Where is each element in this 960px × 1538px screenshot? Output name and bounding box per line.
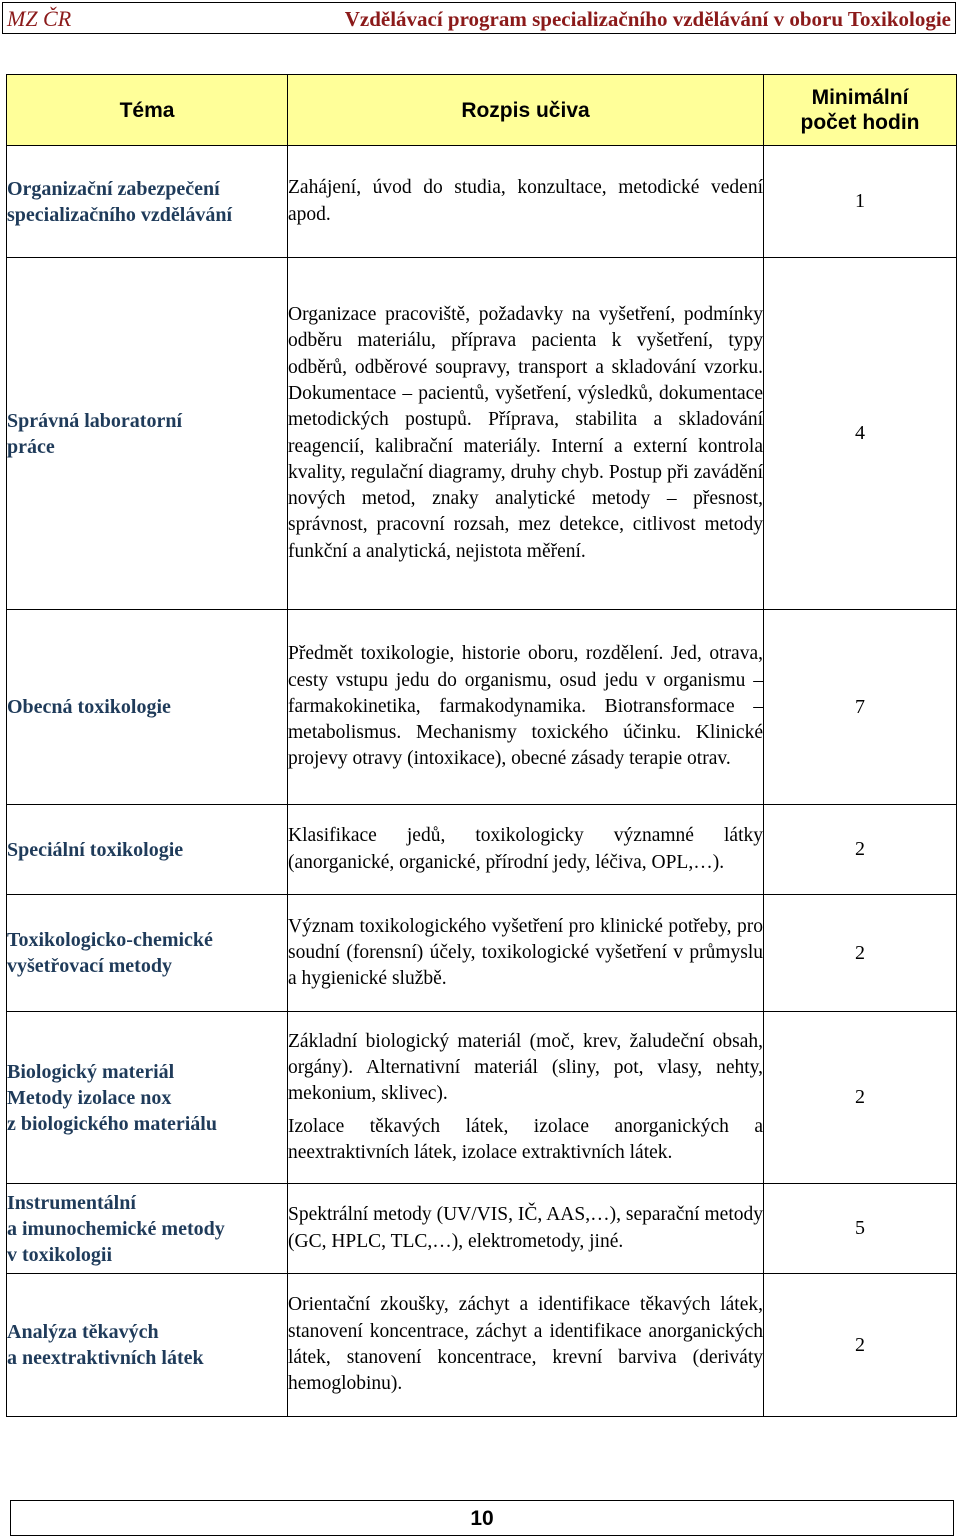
table-header-row — [7, 75, 957, 146]
table-row — [7, 1184, 957, 1274]
table-row — [7, 258, 957, 610]
topic-cell — [7, 1274, 288, 1417]
hours-cell: 7 — [764, 610, 957, 805]
topic-line: Správná laboratorní — [7, 409, 183, 432]
content-cell — [288, 146, 764, 258]
content-cell — [288, 1012, 764, 1184]
hours-cell: 2 — [764, 895, 957, 1012]
table-row — [7, 805, 957, 895]
topic-cell — [7, 895, 288, 1012]
content-cell — [288, 1274, 764, 1417]
topic-line: z biologického materiálu — [7, 1112, 217, 1135]
content-cell — [288, 258, 764, 610]
topic-line: a neextraktivních látek — [7, 1347, 204, 1369]
topic-cell — [7, 1012, 288, 1184]
content-cell — [288, 805, 764, 895]
document-header — [2, 2, 956, 34]
hours-cell: 2 — [764, 1012, 957, 1184]
content-paragraph: Základní biologický materiál (moč, krev, žaludeční obsah, orgány). Alternativní materiál (sliny, pot, vlasy, nehty, mekonium, sklivec). — [288, 1030, 763, 1105]
column-header-content: Rozpis učiva — [288, 75, 764, 146]
content-paragraph: Význam toxikologického vyšetření pro klinické potřeby, pro soudní (forensní) účely, toxikologické vyšetření v průmyslu a hygienické službě. — [288, 915, 763, 990]
column-header-hours-line2: počet hodin — [800, 111, 920, 134]
hours-cell: 5 — [764, 1184, 957, 1274]
content-paragraph: Izolace těkavých látek, izolace anorganických a neextraktivních látek, izolace extraktivních látek. — [288, 1115, 763, 1163]
organization-label: MZ ČR — [7, 6, 72, 31]
table-row — [7, 895, 957, 1012]
table-row — [7, 610, 957, 805]
topic-cell — [7, 146, 288, 258]
topic-line: vyšetřovací metody — [7, 955, 172, 977]
topic-line: Toxikologicko-chemické — [7, 929, 213, 951]
content-paragraph: Předmět toxikologie, historie oboru, rozdělení. Jed, otrava, cesty vstupu jedu do organismu, osud jedu v organismu – farmakokinetika, farmakodynamika. Biotransformace – metabolismus. Mechanismy toxického účinku. Klinické projevy otravy (intoxikace), obecné zásady terapie otrav. — [288, 643, 763, 770]
hours-cell: 1 — [764, 146, 957, 258]
page-number: 10 — [470, 1507, 494, 1530]
topic-line: Analýza těkavých — [7, 1321, 159, 1343]
content-cell — [288, 610, 764, 805]
column-header-hours-line1: Minimální — [811, 86, 909, 109]
topic-line: Instrumentální — [7, 1191, 136, 1214]
content-cell — [288, 1184, 764, 1274]
table-row — [7, 1012, 957, 1184]
column-header-topic: Téma — [7, 75, 288, 146]
topic-cell — [7, 258, 288, 610]
program-title: Vzdělávací program specializačního vzdělávání v oboru Toxikologie — [344, 7, 951, 31]
content-paragraph: Organizace pracoviště, požadavky na vyšetření, podmínky odběru materiálu, příprava pacienta k vyšetření, typy odběrů, odběrové soupravy, transport a skladování vzorku. Dokumentace – pacientů, vyšetření, výsledků, dokumentace metodických postupů. Příprava, stabilita a skladování reagencií, kalibrační materiály. Interní a externí kontrola kvality, regulační diagramy, druhy chyb. Postup při zavádění nových metod, znaky analytické metody – přesnost, správnost, pracovní rozsah, mez detekce, citlivost metody funkční a analytická, nejistota měření. — [288, 304, 763, 562]
topic-cell — [7, 805, 288, 895]
topic-line: Organizační zabezpečení — [7, 177, 220, 200]
topic-cell — [7, 610, 288, 805]
topic-line: specializačního vzdělávání — [7, 203, 232, 226]
topic-line: práce — [7, 435, 55, 458]
topic-line: v toxikologii — [7, 1243, 113, 1266]
hours-cell: 4 — [764, 258, 957, 610]
content-paragraph: Klasifikace jedů, toxikologicky významné látky (anorganické, organické, přírodní jedy, léčiva, OPL,…). — [288, 825, 763, 873]
curriculum-table — [6, 74, 957, 1417]
topic-line: a imunochemické metody — [7, 1217, 225, 1240]
content-cell — [288, 895, 764, 1012]
content-paragraph: Orientační zkoušky, záchyt a identifikace těkavých látek, stanovení koncentrace, záchyt a identifikace anorganických látek, stanovení koncentrace, krevní barviva (deriváty hemoglobinu). — [288, 1294, 763, 1395]
hours-cell: 2 — [764, 805, 957, 895]
topic-line: Obecná toxikologie — [7, 696, 171, 718]
content-paragraph: Zahájení, úvod do studia, konzultace, metodické vedení apod. — [288, 177, 763, 225]
table-row — [7, 1274, 957, 1417]
hours-cell: 2 — [764, 1274, 957, 1417]
content-paragraph: Spektrální metody (UV/VIS, IČ, AAS,…), separační metody (GC, HPLC, TLC,…), elektrometody, jiné. — [288, 1204, 763, 1252]
topic-line: Metody izolace nox — [7, 1086, 172, 1109]
topic-line: Speciální toxikologie — [7, 838, 184, 861]
page-footer — [10, 1500, 954, 1536]
table-row — [7, 146, 957, 258]
column-header-hours — [764, 75, 957, 146]
topic-cell — [7, 1184, 288, 1274]
topic-line: Biologický materiál — [7, 1060, 175, 1083]
